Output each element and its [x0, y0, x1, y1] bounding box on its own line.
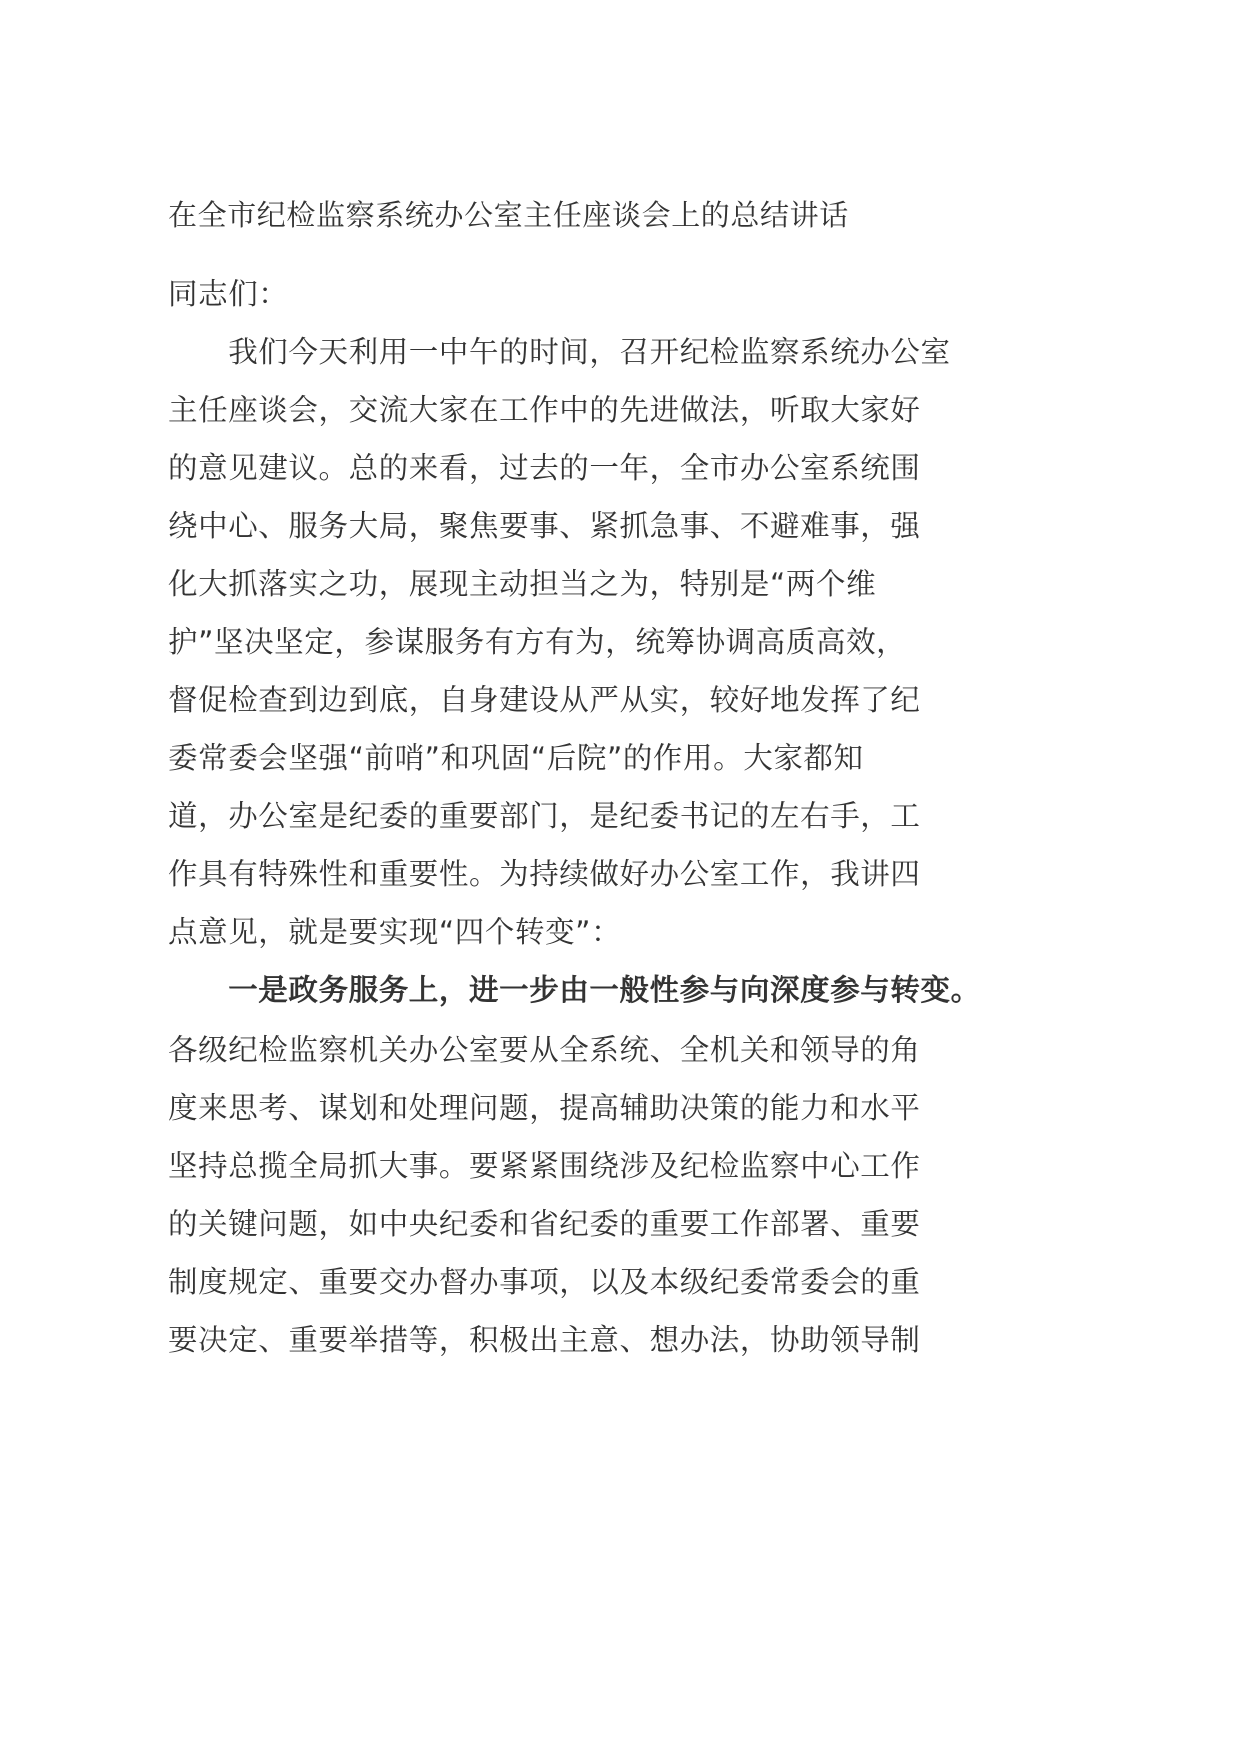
- text-line: 坚持总揽全局抓大事。要紧紧围绕涉及纪检监察中心工作: [168, 1149, 921, 1183]
- text-line: 道，办公室是纪委的重要部门，是纪委书记的左右手，工: [168, 799, 921, 833]
- text-line: 我们今天利用一中午的时间，召开纪检监察系统办公室: [168, 335, 951, 369]
- text-line: 主任座谈会，交流大家在工作中的先进做法，听取大家好: [168, 393, 921, 427]
- text-line: 化大抓落实之功，展现主动担当之为，特别是“两个维: [168, 567, 877, 601]
- text-line: 的关键问题，如中央纪委和省纪委的重要工作部署、重要: [168, 1207, 921, 1241]
- text-line: 要决定、重要举措等，积极出主意、想办法，协助领导制: [168, 1323, 921, 1357]
- text-line: 护”坚决坚定，参谋服务有方有为，统筹协调高质高效，: [168, 625, 907, 659]
- document-title: 在全市纪检监察系统办公室主任座谈会上的总结讲话: [168, 198, 849, 232]
- text-line: 的意见建议。总的来看，过去的一年，全市办公室系统围: [168, 451, 921, 485]
- text-line: 绕中心、服务大局，聚焦要事、紧抓急事、不避难事，强: [168, 509, 921, 543]
- text-line: 作具有特殊性和重要性。为持续做好办公室工作，我讲四: [168, 857, 921, 891]
- text-line: 各级纪检监察机关办公室要从全系统、全机关和领导的角: [168, 1033, 921, 1067]
- text-line: 委常委会坚强“前哨”和巩固“后院”的作用。大家都知: [168, 741, 864, 775]
- text-line: 督促检查到边到底，自身建设从严从实，较好地发挥了纪: [168, 683, 921, 717]
- text-line: 点意见，就是要实现“四个转变”：: [168, 915, 622, 949]
- salutation: 同志们：: [168, 277, 289, 311]
- text-line: 度来思考、谋划和处理问题，提高辅助决策的能力和水平: [168, 1091, 921, 1125]
- section-heading-1: 一是政务服务上，进一步由一般性参与向深度参与转变。: [168, 973, 981, 1007]
- text-line: 制度规定、重要交办督办事项，以及本级纪委常委会的重: [168, 1265, 921, 1299]
